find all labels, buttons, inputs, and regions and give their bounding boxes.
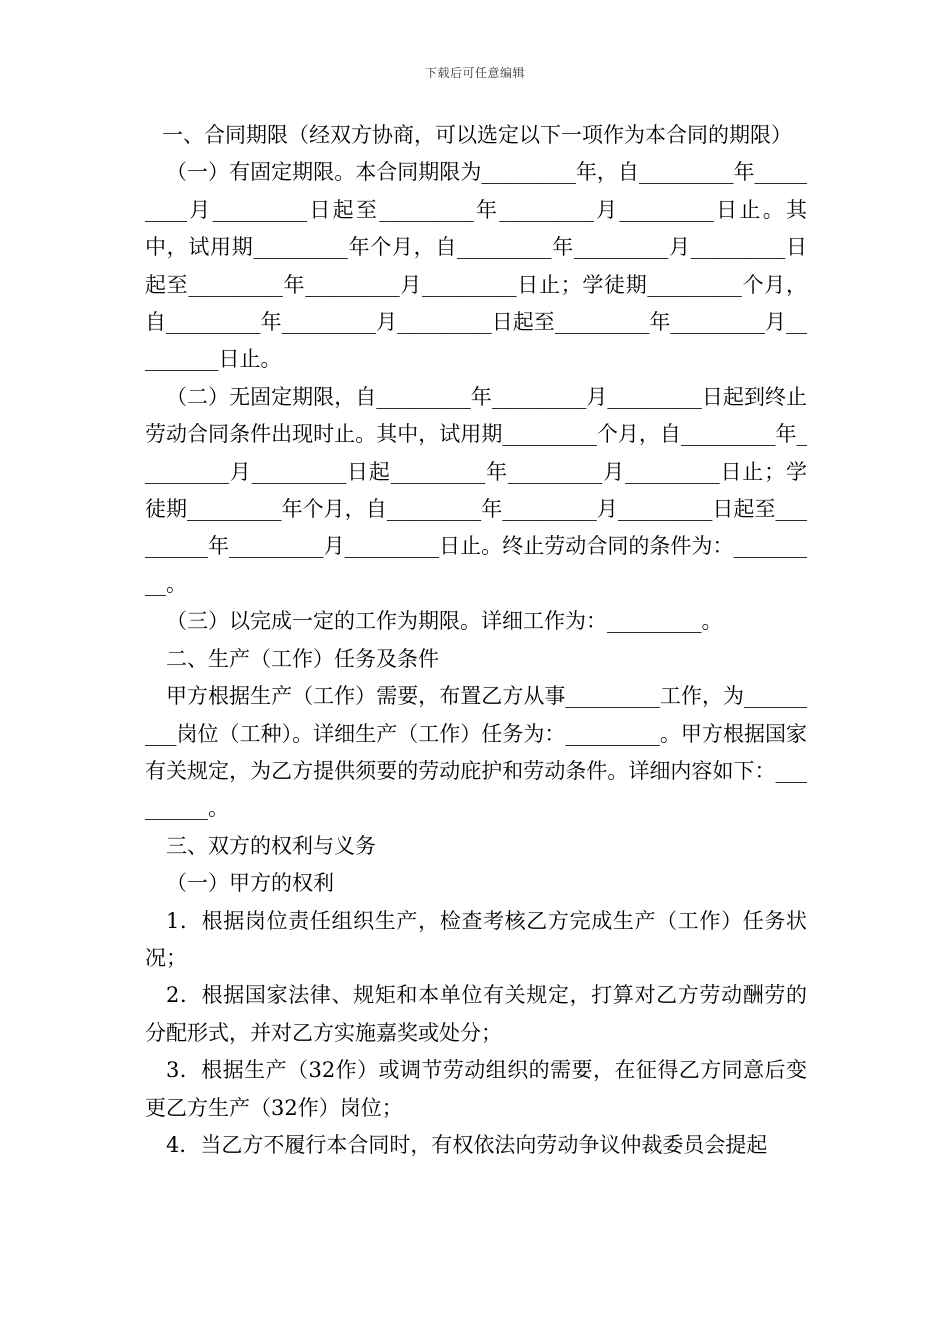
party-a-right-3: 3．根据生产（32作）或调节劳动组织的需要，在征得乙方同意后变更乙方生产（32作）岗位；: [145, 1058, 807, 1120]
clause-fixed-term: （一）有固定期限。本合同期限为_________年，自_________年_________月_________日起至_________年_________月_________日止。其中，试用期_________年个月，自_________年_________月_________日起至_________年_________月_________日止；学徒期_________个月，自_________年_________月_________日起至_________年_________月_________日止。: [145, 160, 807, 372]
party-a-right-2: 2．根据国家法律、规矩和本单位有关规定，打算对乙方劳动酬劳的分配形式，并对乙方实施嘉奖或处分；: [145, 983, 807, 1045]
party-a-right-4: 4．当乙方不履行本合同时，有权依法向劳动争议仲裁委员会提起: [166, 1132, 768, 1157]
section-2-body: 甲方根据生产（工作）需要，布置乙方从事_________工作，为_________岗位（工种）。详细生产（工作）任务为：_________。甲方根据国家有关规定，为乙方提供须要的劳动庇护和劳动条件。详细内容如下：_________。: [145, 684, 807, 821]
clause-task-term: （三）以完成一定的工作为期限。详细工作为：_________。: [166, 609, 723, 634]
section-1-contract-term: 一、合同期限（经双方协商，可以选定以下一项作为本合同的期限）: [162, 123, 792, 147]
section-2-heading: 二、生产（工作）任务及条件: [166, 646, 439, 671]
party-a-rights-heading: （一）甲方的权利: [166, 871, 334, 896]
document-body: [145, 117, 807, 1164]
section-3-heading: 三、双方的权利与义务: [166, 833, 376, 858]
party-a-right-1: 1．根据岗位责任组织生产，检查考核乙方完成生产（工作）任务状况；: [145, 908, 807, 970]
page-header-note: 下载后可任意编辑: [424, 66, 525, 80]
clause-open-term: （二）无固定期限，自_________年_________月_________日起到终止劳动合同条件出现时止。其中，试用期_________个月，自_________年_________月_________日起_________年_________月_________日止；学徒期_________年个月，自_________年_________月_________日起至_________年_________月_________日止。终止劳动合同的条件为：_________。: [145, 384, 807, 596]
